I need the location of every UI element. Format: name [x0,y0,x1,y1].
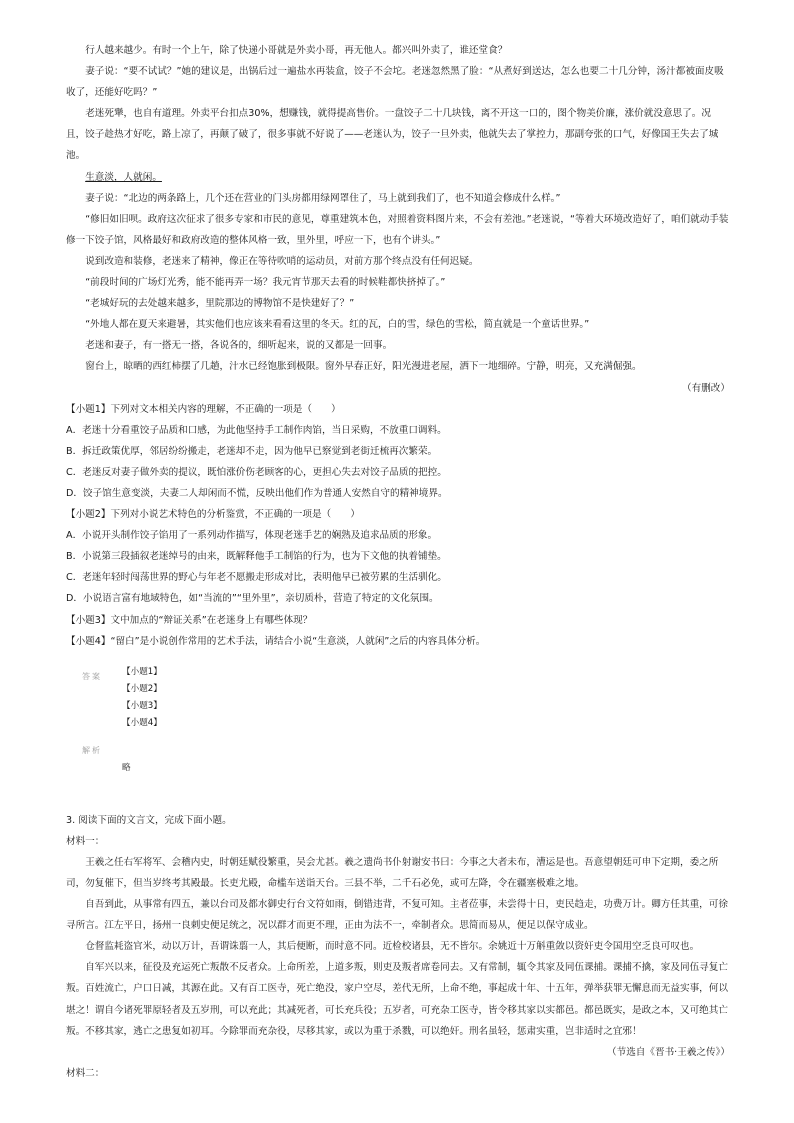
answer-block [66,664,730,804]
story-paragraph-underlined [66,167,730,188]
question-1-option-a: A．老迷十分看重饺子品质和口感，为此他坚持手工制作肉馅，当日采购，不放重口调料。 [66,424,447,436]
answer-items [122,664,162,732]
classical-paragraph: 仓督监耗盗官米，动以万计，吾谓诛翦一人，其后便断，而时意不同。近检校诸县，无不皆尔。余姚近十万斛重敛以资奸吏令国用空乏良可叹也。 [85,941,700,953]
question-2-option-c: C．老迷年轻时闯荡世界的野心与年老不愿搬走形成对比，表明他早已被劳累的生活驯化。 [66,572,447,584]
question-2-option-b: B．小说第三段插叙老迷绰号的由来，既解释他手工制馅的行为，也为下文他的执着铺垫。 [66,551,447,563]
classical-paragraph: 自军兴以来，征役及充运死亡叛散不反者众。上命所差，上道多叛，则吏及叛者席卷同去。又有常制，辄令其家及同伍课捕。课捕不擒，家及同伍寻复亡叛。百姓流亡，户口日减，其源在此。又有百工医寺，死亡绝没，家户空尽，差代无所，上命不绝，事起成十年、十五年，弹举获罪无懈息而无益实事，何以堪之！谓自今诸死罪原轻者及五岁刑，可以充此；其减死者，可长充兵役；五岁者，可充杂工医寺，皆令移其家以实都邑。都邑既实，是政之本，又可绝其亡叛。不移其家，逃亡之患复如初耳。今除罪而充杂役，尽移其家，或以为重于杀戮，可以绝奸。刑名虽轻，惩肃实重，岂非适时之宜邪！ [66,962,728,1037]
answer-item: 【小题1】 [122,666,162,677]
question-1-stem: 【小题1】下列对文本相关内容的理解，不正确的一项是（ ） [66,403,341,415]
story-paragraph: “修旧如旧呗。政府这次征求了很多专家和市民的意见，尊重建筑本色，对照着资料图片来，不会有差池。”老迷说，“等着大环境改造好了，咱们就动手装修一下饺子馆，风格最好和政府改造的整体风格一致，里外里，呼应一下，也有个讲头。” [66,213,729,246]
material-2-label: 材料二： [66,1067,105,1079]
question-3-stem: 【小题3】文中加点的“辩证关系”在老迷身上有哪些体现？ [66,614,313,626]
story-paragraph: 老迷和妻子，有一搭无一搭，各说各的，细听起来，说的又都是一回事。 [85,340,393,352]
answer-label: 答案 [82,671,102,681]
story-paragraph: “外地人都在夏天来避暑，其实他们也应该来看看这里的冬天。红的瓦，白的雪，绿色的雪松，简直就是一个童话世界。” [85,319,590,331]
answer-item: 【小题4】 [122,717,162,728]
answer-item: 【小题3】 [122,700,162,711]
analysis-text: 略 [122,762,131,773]
underlined-sentence: 生意淡，人就闲。 [85,171,162,183]
story-source: （有删改） [682,382,730,394]
story-paragraph: “前段时间的广场灯光秀，能不能再弄一场？我元宵节那天去看的时候鞋都快挤掉了。” [85,277,446,289]
question-4-stem: 【小题4】“留白”是小说创作常用的艺术手法，请结合小说“生意淡，人就闲”之后的内容具体分析。 [66,635,486,647]
story-paragraph: 妻子说：“要不试试？”她的建议是，出锅后过一遍盐水再装盒，饺子不会坨。老迷忽然黑了脸：“从煮好到送达，怎么也要二十几分钟，汤汁都被面皮吸收了，还能好吃吗？” [66,66,724,99]
story-paragraph: 老迷死犟，也自有道理。外卖平台扣点30%，想赚钱，就得提高售价。一盘饺子二十几块钱，离不开这一口的，图个物美价廉，涨价就没意思了。况且，饺子趁热才好吃，路上凉了，再颠了破了，很多事就不好说了——老迷认为，饺子一旦外卖，他就失去了掌控力，那副夸张的口气，好像国王失去了城池。 [66,108,719,162]
material-1-label: 材料一： [66,835,105,847]
question-2-option-d: D．小说语言富有地域特色，如“当流的”“里外里”，亲切质朴，营造了特定的文化氛围。 [66,593,439,605]
story-paragraph: “老城好玩的去处越来越多，里院那边的博物馆不是快建好了？” [85,298,355,310]
story-paragraph: 行人越来越少。有时一个上午，除了快递小哥就是外卖小哥，再无他人。都兴叫外卖了，谁还堂食？ [85,45,508,56]
question-1-option-d: D．饺子馆生意变淡，夫妻二人却闲而不慌，反映出他们作为普通人安然自守的精神境界。 [66,487,448,499]
question-1-option-c: C．老迷反对妻子做外卖的提议，既怕涨价伤老顾客的心，更担心失去对饺子品质的把控。 [66,466,447,478]
question-2-stem: 【小题2】下列对小说艺术特色的分析鉴赏，不正确的一项是（ ） [66,509,360,521]
analysis-label: 解析 [82,745,102,755]
classical-source: （节选自《晋书·王羲之传》） [607,1046,730,1058]
story-paragraph: 妻子说：“北边的两条路上，几个还在营业的门头房都用绿网罩住了，马上就到我们了，也不知道会修成什么样。” [85,192,561,204]
question-1-option-b: B．拆迁政策优厚，邻居纷纷搬走，老迷却不走，因为他早已察觉到老街迁梳再次繁荣。 [66,445,438,457]
document-page [66,40,730,1084]
question-2-option-a: A．小说开头制作饺子馅用了一系列动作描写，体现老迷手艺的娴熟及追求品质的形象。 [66,530,438,542]
classical-paragraph: 自吾到此，从事常有四五，兼以台司及都水御史行台文符如雨，倒错违背，不复可知。主者莅事，未尝得十日，吏民趋走，功费万计。卿方任其重，可徐寻所言。江左平日，扬州一良刺史便足统之，况以群才而更不理，正由为法不一，牵制者众。思简而易从，便足以保守成业。 [66,899,728,932]
story-paragraph: 说到改造和装修，老迷来了精神，像正在等待吹哨的运动员，对前方那个终点没有任何迟疑。 [85,255,479,267]
answer-item: 【小题2】 [122,683,162,694]
story-paragraph: 窗台上，晾晒的西红柿摆了几趟，汁水已经饱胀到极限。窗外早春正好，阳光漫进老屋，洒下一地细碎。宁静，明亮，又充满倔强。 [85,361,642,373]
section-3-heading: 3. 阅读下面的文言文，完成下面小题。 [66,814,232,826]
classical-paragraph: 王羲之任右军将军、会稽内史，时朝廷赋役繁重，吴会尤甚。羲之遗尚书仆射谢安书曰：今事之大者未布，漕运是也。吾意望朝廷可申下定期，委之所司，勿复催下，但当岁终考其殿最。长吏尤殿，命槛车送诣天台。三县不举，二千石必免，或可左降，令在疆塞极难之地。 [66,856,719,889]
